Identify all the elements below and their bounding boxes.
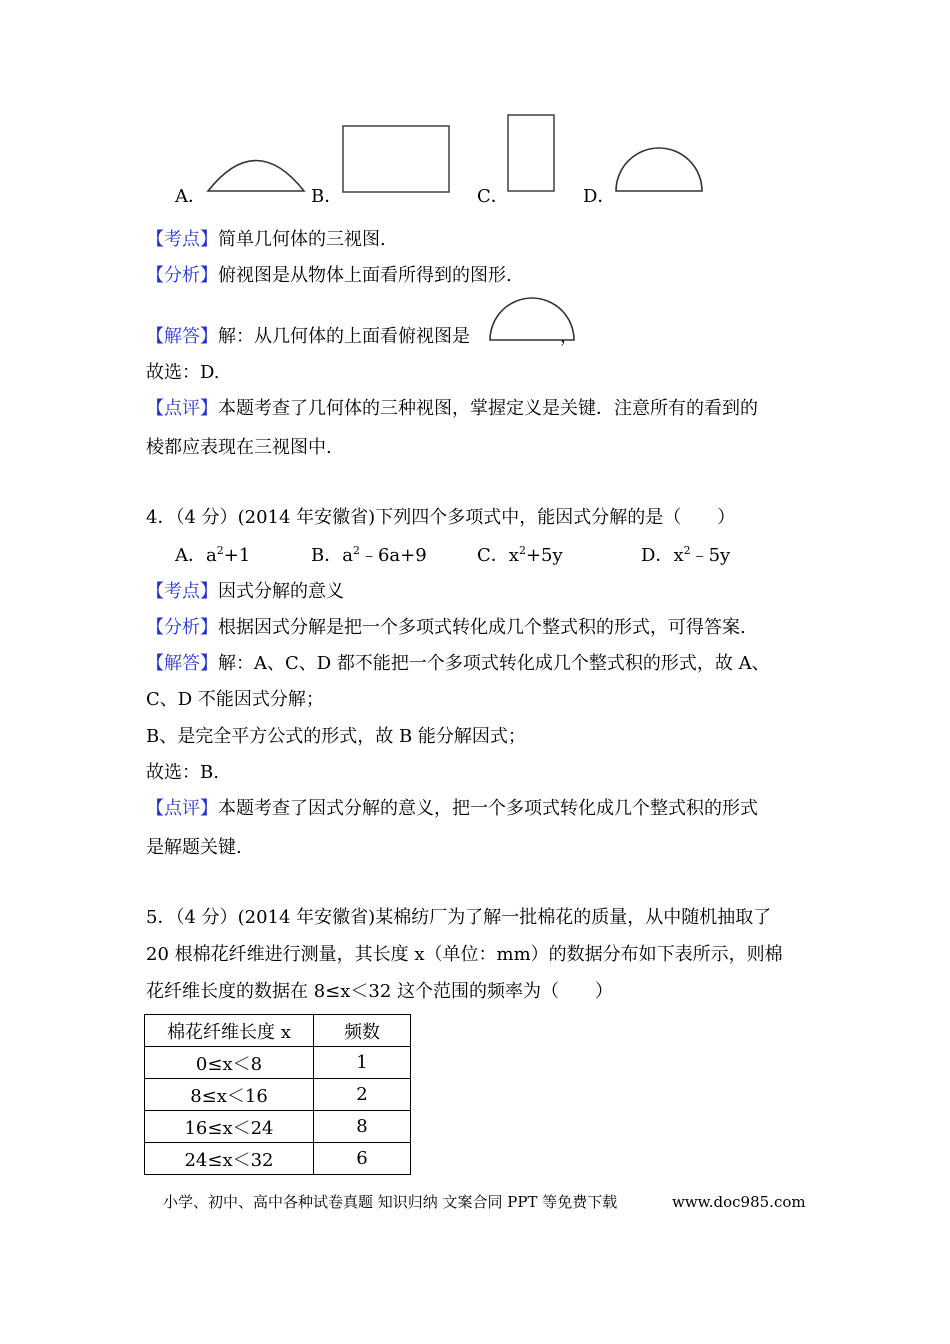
table-cell: 2 xyxy=(314,1079,411,1111)
q4-stem: 4．（4 分）(2014 年安徽省)下列四个多项式中，能因式分解的是（ ） xyxy=(146,507,736,528)
kaodian-tag: 【考点】 xyxy=(146,229,218,250)
q4-dianping: 【点评】本题考查了因式分解的意义，把一个多项式转化成几个整式积的形式 xyxy=(146,798,758,819)
q5-line3: 花纤维长度的数据在 8≤x＜32 这个范围的频率为（ ） xyxy=(146,981,614,1002)
dianping-text-1: 本题考查了几何体的三种视图，掌握定义是关键．注意所有的看到的 xyxy=(218,398,758,419)
kaodian-text: 简单几何体的三视图. xyxy=(218,229,386,250)
option-c-rectangle-figure xyxy=(507,114,555,192)
q3-fenxi xyxy=(146,265,512,287)
table-cell: 1 xyxy=(314,1047,411,1079)
table-cell: 8 xyxy=(314,1111,411,1143)
table-header-cell: 棉花纤维长度 x xyxy=(145,1015,314,1047)
q4-kaodian: 【考点】因式分解的意义 xyxy=(146,581,344,602)
table-row xyxy=(145,1079,411,1111)
table-header-cell: 频数 xyxy=(314,1015,411,1047)
q4-fenxi: 【分析】根据因式分解是把一个多项式转化成几个整式积的形式，可得答案. xyxy=(146,617,746,638)
frequency-table xyxy=(144,1014,411,1175)
option-b-label: B． xyxy=(311,186,343,207)
inline-semicircle-figure xyxy=(488,296,576,342)
option-c-label: C． xyxy=(477,186,509,207)
footer-link[interactable]: www.doc985.com xyxy=(672,1193,806,1211)
q4-option-d: D．$x^2﹣5y$ xyxy=(641,544,731,566)
option-a-label: A． xyxy=(175,186,206,207)
dianping-tag: 【点评】 xyxy=(146,398,218,419)
option-b-rectangle-figure xyxy=(342,125,450,193)
option-a-arc-figure xyxy=(206,150,306,194)
q4-dianping-line2: 是解题关键. xyxy=(146,837,242,858)
q4-option-c: C．$x^2+5y$ xyxy=(477,544,563,566)
table-cell: 8≤x＜16 xyxy=(145,1079,314,1111)
option-d-label: D． xyxy=(583,186,616,207)
q5-line1: 5．（4 分）(2014 年安徽省)某棉纺厂为了解一批棉花的质量，从中随机抽取了 xyxy=(146,907,772,928)
q4-option-a: A．$a^2+1$ xyxy=(175,544,251,566)
q3-dianping xyxy=(146,398,758,420)
q4-jieda-line2: C、D 不能因式分解； xyxy=(146,689,324,710)
table-row xyxy=(145,1143,411,1175)
q3-kaodian xyxy=(146,229,386,251)
q3-dianping-line2: 棱都应表现在三视图中. xyxy=(146,437,332,458)
q4-answer: 故选：B. xyxy=(146,762,219,783)
q5-line2: 20 根棉花纤维进行测量，其长度 x（单位：mm）的数据分布如下表所示，则棉 xyxy=(146,944,783,965)
q4-line3: B、是完全平方公式的形式，故 B 能分解因式； xyxy=(146,726,526,747)
table-header-row xyxy=(145,1015,411,1047)
option-d-semicircle-figure xyxy=(614,146,704,194)
fenxi-tag: 【分析】 xyxy=(146,265,218,286)
table-row xyxy=(145,1047,411,1079)
table-cell: 24≤x＜32 xyxy=(145,1143,314,1175)
table-cell: 0≤x＜8 xyxy=(145,1047,314,1079)
jieda-comma: ， xyxy=(560,326,578,347)
jieda-tag: 【解答】 xyxy=(146,326,218,347)
q3-answer: 故选：D. xyxy=(146,362,220,383)
q4-option-b: B．$a^2﹣6a+9$ xyxy=(311,544,427,566)
jieda-text: 解：从几何体的上面看俯视图是 xyxy=(218,326,470,347)
table-cell: 6 xyxy=(314,1143,411,1175)
fenxi-text: 俯视图是从物体上面看所得到的图形. xyxy=(218,265,512,286)
table-row xyxy=(145,1111,411,1143)
q4-jieda: 【解答】解：A、C、D 都不能把一个多项式转化成几个整式积的形式，故 A、 xyxy=(146,653,770,674)
table-cell: 16≤x＜24 xyxy=(145,1111,314,1143)
footer-text: 小学、初中、高中各种试卷真题 知识归纳 文案合同 PPT 等免费下载 xyxy=(163,1193,618,1211)
